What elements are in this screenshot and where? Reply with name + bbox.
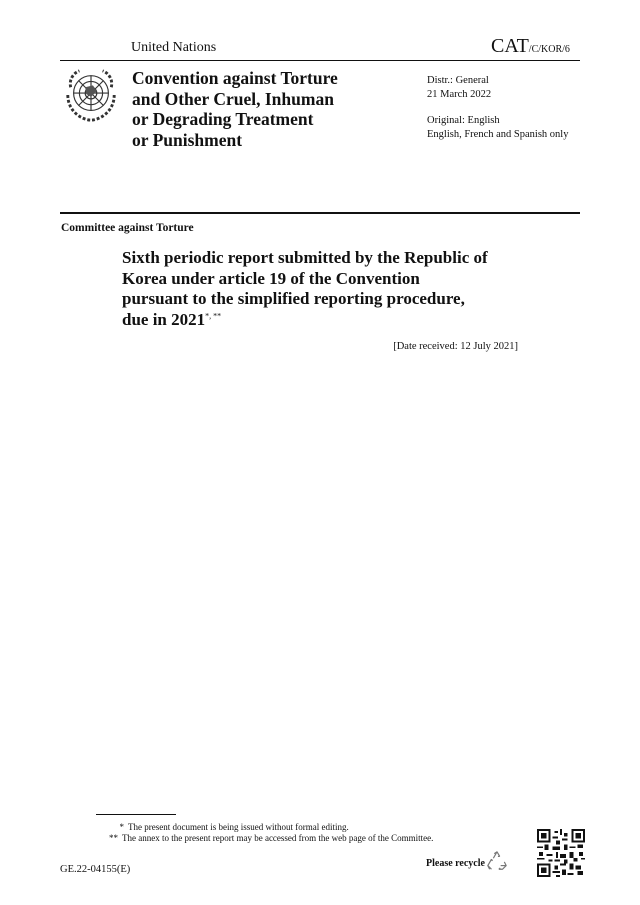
footnote-text: The annex to the present report may be accessed from the web page of the Committee. — [122, 833, 434, 843]
un-emblem-icon — [62, 66, 120, 124]
language-block — [427, 114, 568, 141]
report-title-line-last — [122, 310, 532, 331]
footnote-mark: ** — [109, 833, 118, 843]
footnote-marks: *, ** — [205, 310, 222, 320]
organization-name: United Nations — [131, 40, 217, 55]
distribution-type: Distr.: General — [427, 75, 489, 86]
distribution-block — [427, 74, 491, 101]
report-title-line: due in 2021 — [122, 309, 206, 329]
qr-code-icon — [537, 829, 585, 877]
document-date: 21 March 2022 — [427, 88, 492, 100]
report-title — [122, 248, 532, 330]
report-title-line: Sixth periodic report submitted by the Republic of — [122, 248, 488, 267]
original-language: Original: English — [427, 115, 500, 126]
symbol-main: CAT — [491, 35, 529, 57]
footnote-mark: * — [119, 822, 124, 832]
document-symbol — [491, 35, 570, 58]
footnote-text: The present document is being issued without formal editing. — [128, 822, 349, 832]
convention-title-line: Convention against Torture — [132, 68, 338, 88]
report-title-line: Korea under article 19 of the Convention — [122, 268, 420, 288]
header-rule — [60, 60, 580, 61]
footnote — [106, 832, 433, 844]
report-title-line: pursuant to the simplified reporting procedure, — [122, 289, 465, 308]
date-received: [Date received: 12 July 2021] — [393, 341, 518, 352]
recycle-label: Please recycle — [426, 858, 485, 869]
convention-title-line: and Other Cruel, Inhuman — [132, 88, 334, 109]
convention-title-line: or Degrading Treatment — [132, 109, 314, 129]
footnote-rule — [96, 814, 176, 815]
convention-title-line: or Punishment — [132, 129, 243, 150]
committee-name: Committee against Torture — [61, 222, 194, 234]
convention-title — [132, 68, 382, 150]
languages-list: English, French and Spanish only — [427, 128, 569, 140]
title-rule — [60, 212, 580, 214]
symbol-sub: /C/KOR/6 — [528, 44, 570, 55]
recycle-icon — [486, 850, 508, 872]
job-number: GE.22-04155(E) — [60, 864, 131, 875]
